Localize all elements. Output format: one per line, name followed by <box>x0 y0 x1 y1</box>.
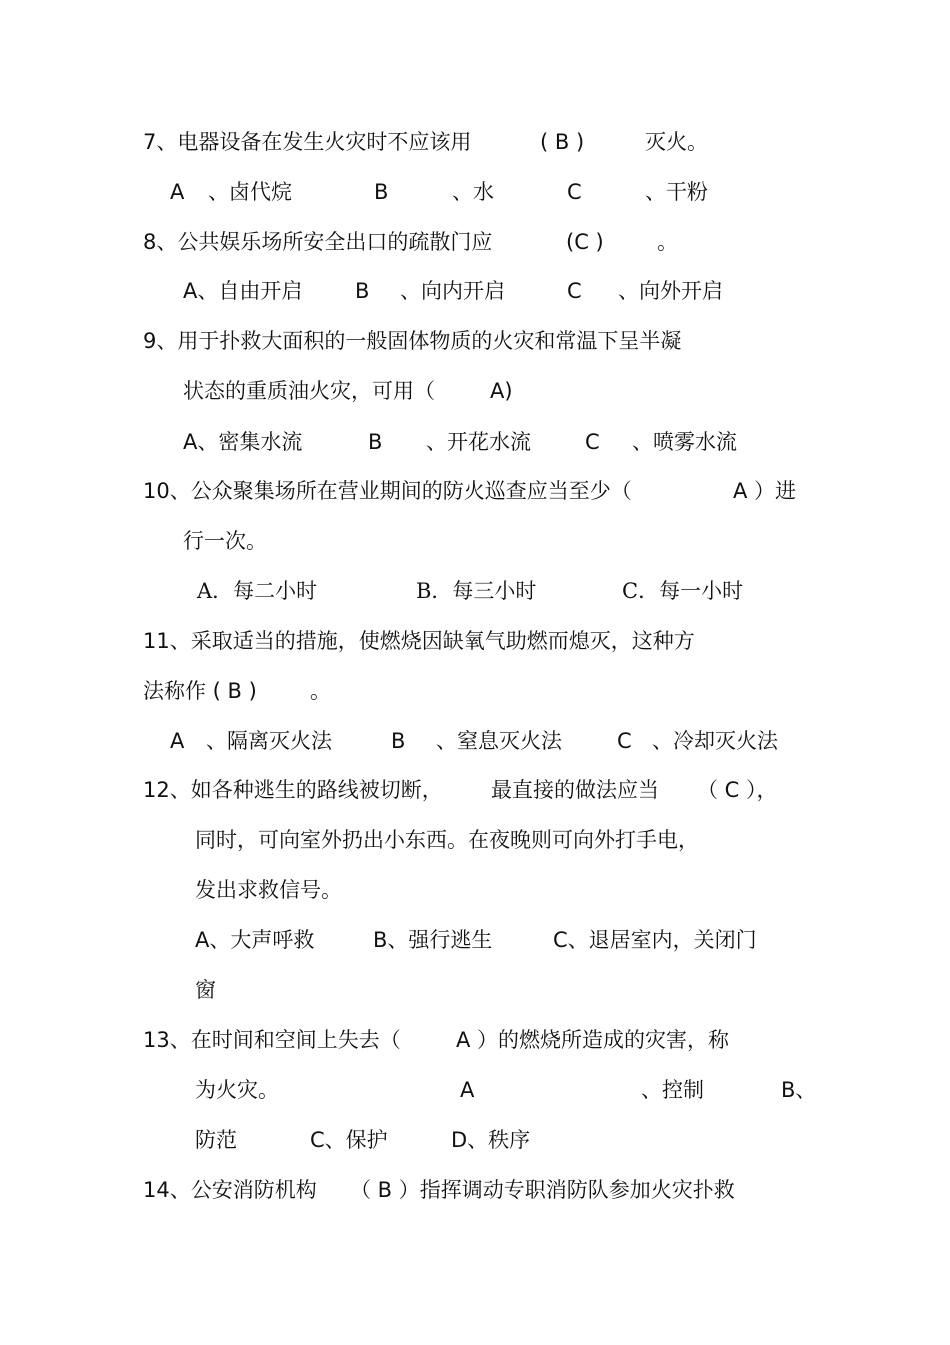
option-c-text: 、干粉 <box>645 180 708 204</box>
question-10-line-2 <box>0 524 950 558</box>
option-a-text: 、隔离灭火法 <box>206 729 332 753</box>
option-c-label: C <box>617 729 632 753</box>
question-12-text: 12、如各种逃生的路线被切断， <box>143 778 443 802</box>
option-b-text: 防范 <box>195 1128 237 1152</box>
question-11-line-1 <box>0 624 950 658</box>
question-8-text: 8、公共娱乐场所安全出口的疏散门应 <box>143 230 493 254</box>
option-b-label: B <box>374 180 389 204</box>
question-11-tail: 。 <box>310 679 331 703</box>
question-8 <box>0 225 950 259</box>
question-14-text-b: （ B ）指挥调动专职消防队参加火灾扑救 <box>350 1178 735 1202</box>
question-13-answer: A ）的燃烧所造成的灾害，称 <box>456 1028 730 1052</box>
option-b-text: 、水 <box>452 180 494 204</box>
option-c: C、退居室内，关闭门 <box>553 928 757 952</box>
option-b-label: B <box>355 279 370 303</box>
option-b-label: B <box>368 430 383 454</box>
question-13-line-1 <box>0 1023 950 1057</box>
option-b-text: 、窒息灭火法 <box>436 729 562 753</box>
option-a: A、自由开启 <box>183 279 303 303</box>
question-12-text-cont-2: 发出求救信号。 <box>195 878 342 902</box>
option-c-cont: 窗 <box>195 978 216 1002</box>
question-12-text-cont: 同时，可向室外扔出小东西。在夜晚则可向外打手电， <box>195 828 699 852</box>
option-c-label: C <box>585 430 600 454</box>
question-10-text-cont: 行一次。 <box>183 529 267 553</box>
option-a: A．每二小时 <box>197 579 318 603</box>
question-7-tail: 灭火。 <box>645 130 708 154</box>
option-c: C．每一小时 <box>622 579 744 603</box>
question-11-text-cont: 法称作 ( B ) <box>143 679 257 703</box>
question-12-line-1 <box>0 773 950 807</box>
question-9-answer: A) <box>490 379 513 403</box>
question-9-line-1 <box>0 324 950 358</box>
question-11-text: 11、采取适当的措施，使燃烧因缺氧气助燃而熄灭，这种方 <box>143 629 695 653</box>
question-11-options <box>0 724 950 758</box>
option-c-label: C <box>567 180 582 204</box>
question-7-text: 7、电器设备在发生火灾时不应该用 <box>143 130 472 154</box>
question-8-options <box>0 274 950 308</box>
question-10-line-1 <box>0 474 950 508</box>
option-a-text: 、卤代烷 <box>208 180 292 204</box>
question-12-answer: （ C ）， <box>697 778 778 802</box>
option-b-text: 、向内开启 <box>400 279 505 303</box>
question-10-options <box>0 574 950 608</box>
question-12-options <box>0 923 950 957</box>
option-a-label: A <box>170 729 185 753</box>
question-13-line-3 <box>0 1123 950 1157</box>
question-7-options <box>0 175 950 209</box>
option-c-label: C <box>567 279 582 303</box>
question-12-line-3 <box>0 873 950 907</box>
question-7 <box>0 125 950 159</box>
question-9-line-2 <box>0 374 950 408</box>
option-b-label: B <box>391 729 406 753</box>
option-b-text: 、开花水流 <box>426 430 531 454</box>
option-d: D、秩序 <box>451 1128 531 1152</box>
question-10-answer: A ）进 <box>733 479 797 503</box>
option-a: A、密集水流 <box>183 430 303 454</box>
option-c-text: 、喷雾水流 <box>632 430 737 454</box>
question-13-text-cont: 为火灾。 <box>195 1078 279 1102</box>
option-a-label: A <box>170 180 185 204</box>
option-b-label: B、 <box>781 1078 817 1102</box>
question-13-text: 13、在时间和空间上失去（ <box>143 1028 401 1052</box>
question-12-options-cont <box>0 973 950 1007</box>
question-14-text: 14、公安消防机构 <box>143 1178 317 1202</box>
question-8-answer: (C ) <box>566 230 604 254</box>
option-a-text: 、控制 <box>641 1078 704 1102</box>
option-a-label: A <box>460 1078 475 1102</box>
option-a: A、大声呼救 <box>195 928 315 952</box>
question-13-line-2 <box>0 1073 950 1107</box>
question-8-tail: 。 <box>657 230 678 254</box>
question-9-text: 9、用于扑救大面积的一般固体物质的火灾和常温下呈半凝 <box>143 329 682 353</box>
question-14-line-1 <box>0 1173 950 1207</box>
question-11-line-2 <box>0 674 950 708</box>
question-9-options <box>0 425 950 459</box>
question-7-answer: ( B ) <box>540 130 585 154</box>
question-9-text-cont: 状态的重质油火灾，可用（ <box>183 379 435 403</box>
option-b: B、强行逃生 <box>373 928 493 952</box>
question-10-text: 10、公众聚集场所在营业期间的防火巡查应当至少（ <box>143 479 632 503</box>
question-12-text-b: 最直接的做法应当 <box>491 778 659 802</box>
question-12-line-2 <box>0 823 950 857</box>
option-c: C、保护 <box>310 1128 388 1152</box>
option-b: B．每三小时 <box>416 579 537 603</box>
option-c-text: 、冷却灭火法 <box>652 729 778 753</box>
option-c-text: 、向外开启 <box>618 279 723 303</box>
